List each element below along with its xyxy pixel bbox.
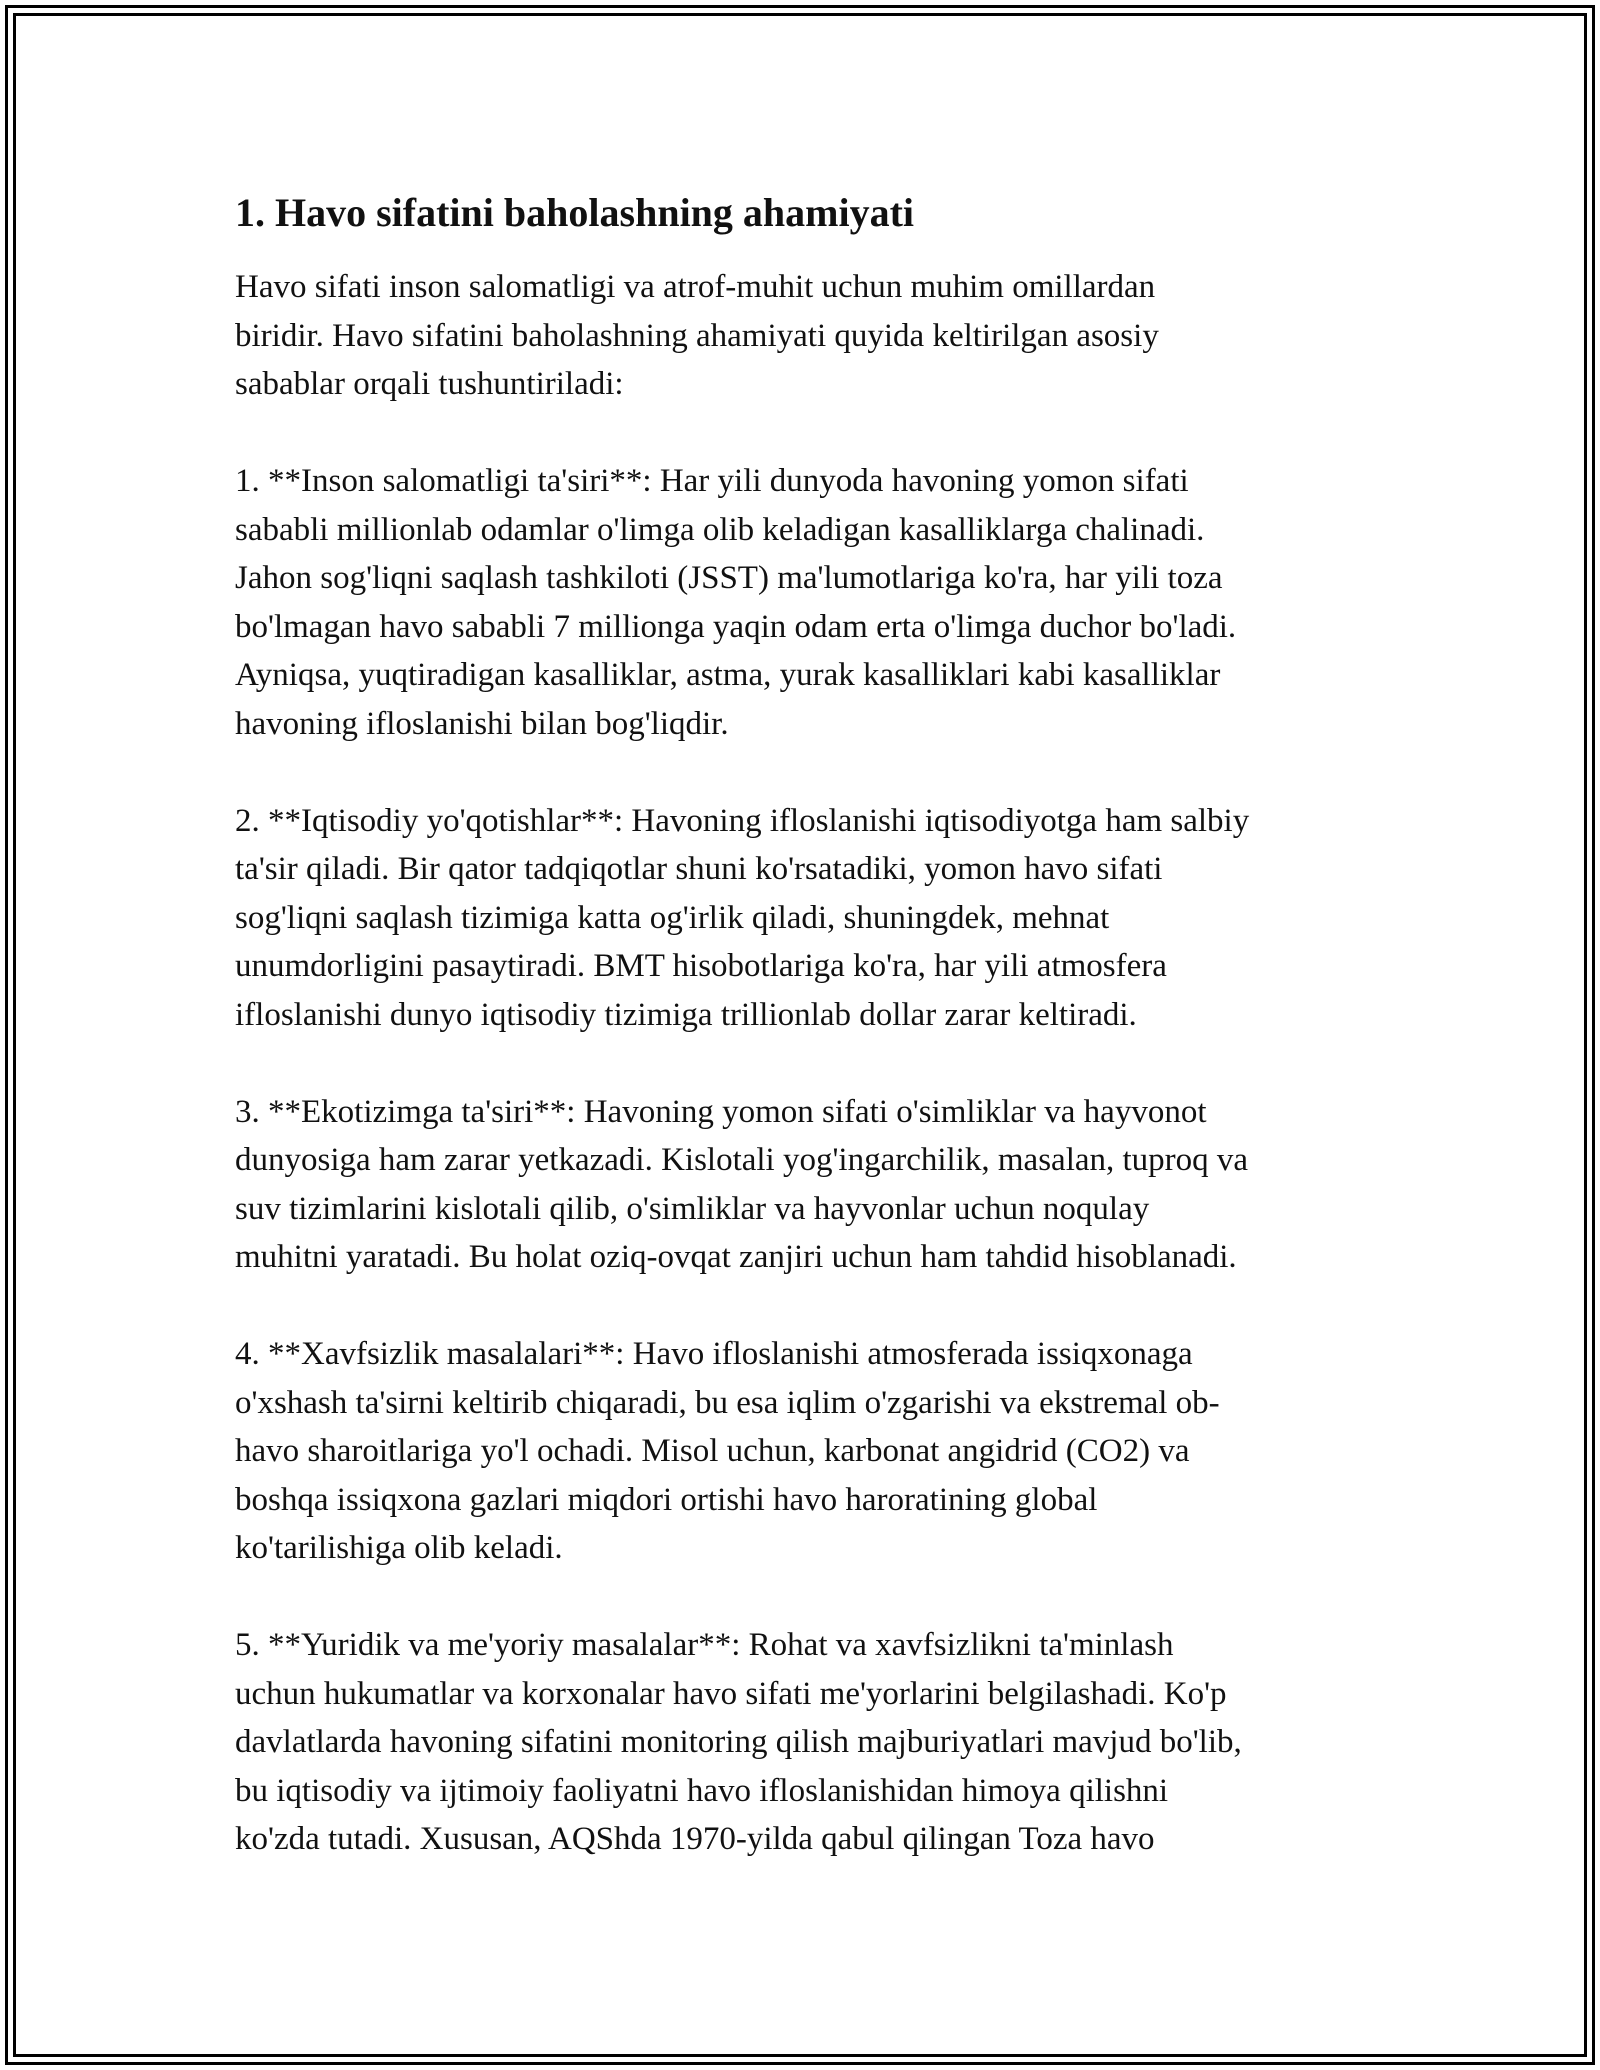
text-line: dunyosiga ham zarar yetkazadi. Kislotali yog'ingarchilik, masalan, tuproq va: [235, 1142, 1249, 1178]
text-line: davlatlarda havoning sifatini monitoring qilish majburiyatlari mavjud bo'lib,: [235, 1724, 1242, 1760]
text-line: ta'sir qiladi. Bir qator tadqiqotlar shuni ko'rsatadiki, yomon havo sifati: [235, 851, 1163, 887]
document-title: 1. Havo sifatini baholashning ahamiyati: [235, 190, 915, 235]
text-line: muhitni yaratadi. Bu holat oziq-ovqat zanjiri uchun ham tahdid hisoblanadi.: [235, 1239, 1237, 1275]
text-line: bo'lmagan havo sababli 7 millionga yaqin odam erta o'limga duchor bo'ladi.: [235, 608, 1237, 645]
paragraph-ecosystem: [235, 1088, 1375, 1282]
text-line: sog'liqni saqlash tizimiga katta og'irlik qiladi, shuningdek, mehnat: [235, 899, 1110, 936]
text-line: o'xshash ta'sirni keltirib chiqaradi, bu esa iqlim o'zgarishi va ekstremal ob-: [235, 1384, 1220, 1421]
text-line: uchun hukumatlar va korxonalar havo sifati me'yorlarini belgilashadi. Ko'p: [235, 1675, 1227, 1712]
text-line: ko'tarilishiga olib keladi.: [235, 1530, 563, 1566]
paragraph-intro: [235, 263, 1375, 409]
text-line: Ayniqsa, yuqtiradigan kasalliklar, astma, yurak kasalliklari kabi kasalliklar: [235, 657, 1221, 693]
text-line: Havo sifati inson salomatligi va atrof-muhit uchun muhim omillardan: [235, 269, 1156, 305]
text-line: ifloslanishi dunyo iqtisodiy tizimiga trillionlab dollar zarar keltiradi.: [235, 996, 1137, 1033]
text-line: 3. **Ekotizimga ta'siri**: Havoning yomon sifati o'simliklar va hayvonot: [235, 1093, 1207, 1130]
text-line: suv tizimlarini kislotali qilib, o'simliklar va hayvonlar uchun noqulay: [235, 1190, 1150, 1227]
text-line: 4. **Xavfsizlik masalalari**: Havo ifloslanishi atmosferada issiqxonaga: [235, 1336, 1193, 1372]
text-line: sababli millionlab odamlar o'limga olib keladigan kasalliklarga chalinadi.: [235, 511, 1205, 548]
text-line: havoning ifloslanishi bilan bog'liqdir.: [235, 705, 729, 742]
paragraph-legal: [235, 1621, 1375, 1864]
text-line: bu iqtisodiy va ijtimoiy faoliyatni havo ifloslanishidan himoya qilishni: [235, 1772, 1169, 1809]
text-line: 1. **Inson salomatligi ta'siri**: Har yili dunyoda havoning yomon sifati: [235, 463, 1189, 499]
text-line: sabablar orqali tushuntiriladi:: [235, 366, 624, 402]
text-line: unumdorligini pasaytiradi. BMT hisobotlariga ko'ra, har yili atmosfera: [235, 948, 1167, 984]
paragraph-economic: [235, 797, 1375, 1040]
text-line: boshqa issiqxona gazlari miqdori ortishi havo haroratining global: [235, 1481, 1098, 1518]
text-line: biridir. Havo sifatini baholashning ahamiyati quyida keltirilgan asosiy: [235, 317, 1159, 354]
paragraph-safety: [235, 1330, 1375, 1573]
text-line: 5. **Yuridik va me'yoriy masalalar**: Rohat va xavfsizlikni ta'minlash: [235, 1627, 1174, 1663]
text-line: havo sharoitlariga yo'l ochadi. Misol uchun, karbonat angidrid (CO2) va: [235, 1433, 1190, 1469]
text-line: Jahon sog'liqni saqlash tashkiloti (JSST) ma'lumotlariga ko'ra, har yili toza: [235, 560, 1223, 596]
text-line: ko'zda tutadi. Xususan, AQShda 1970-yilda qabul qilingan Toza havo: [235, 1821, 1155, 1857]
text-line: 2. **Iqtisodiy yo'qotishlar**: Havoning ifloslanishi iqtisodiyotga ham salbiy: [235, 802, 1250, 839]
paragraph-health: [235, 457, 1375, 748]
document-page: [235, 185, 1375, 1912]
